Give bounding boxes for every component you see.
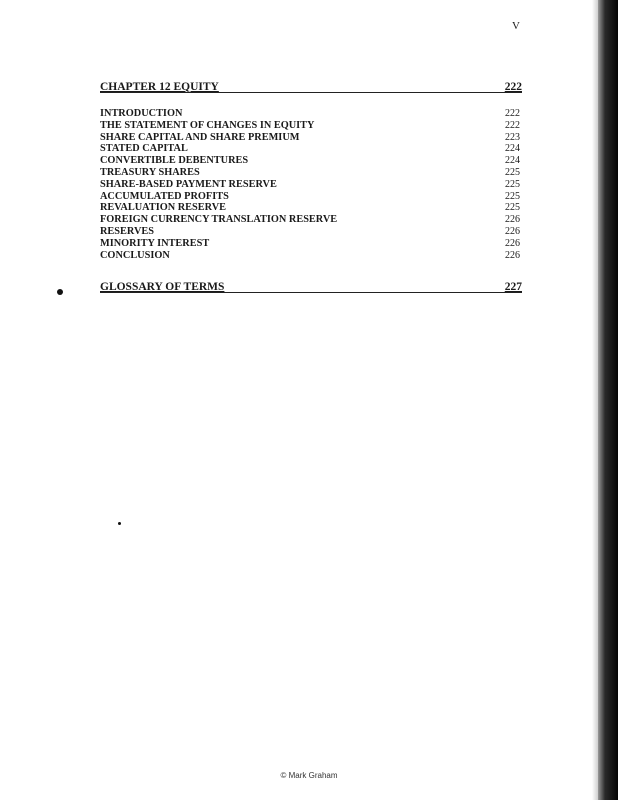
toc-entry-label: CONCLUSION (100, 249, 170, 261)
toc-entry-page: 224 (505, 143, 520, 155)
glossary-title: GLOSSARY OF TERMS (100, 281, 225, 293)
scan-speck (57, 289, 63, 295)
chapter-heading (100, 78, 522, 93)
toc-entry (100, 155, 522, 167)
copyright-footer: © Mark Graham (280, 771, 338, 780)
toc-entry (100, 108, 522, 120)
toc-entry-label: RESERVES (100, 225, 155, 237)
toc-entry (100, 143, 522, 155)
toc-entry-page: 226 (505, 237, 520, 249)
glossary-page: 227 (504, 281, 522, 293)
chapter-title: CHAPTER 12 EQUITY (100, 81, 219, 93)
toc-entry-label: ACCUMULATED PROFITS (100, 190, 229, 202)
page-number: V (512, 20, 521, 32)
toc-entry-page: 225 (505, 190, 520, 202)
toc-entry-page: 225 (505, 202, 520, 214)
toc-entry (100, 191, 522, 203)
toc-entry-label: SHARE CAPITAL AND SHARE PREMIUM (100, 131, 300, 143)
toc-entry-page: 225 (505, 166, 520, 178)
scan-edge-shadow (598, 0, 618, 800)
toc-entry-label: THE STATEMENT OF CHANGES IN EQUITY (100, 119, 315, 131)
toc-entry-page: 222 (505, 119, 520, 131)
toc-entry (100, 179, 522, 191)
toc-entry-label: FOREIGN CURRENCY TRANSLATION RESERVE (100, 214, 338, 226)
toc-list (100, 108, 522, 261)
glossary-heading (100, 278, 522, 293)
toc-entry-page: 226 (505, 249, 520, 261)
toc-entry (100, 132, 522, 144)
scan-speck (118, 522, 121, 525)
toc-entry-page: 226 (505, 225, 520, 237)
toc-entry (100, 250, 522, 262)
toc-entry-page: 222 (505, 108, 520, 119)
toc-entry-label: SHARE-BASED PAYMENT RESERVE (100, 178, 277, 190)
toc-entry (100, 167, 522, 179)
toc-entry (100, 214, 522, 226)
chapter-page: 222 (504, 81, 522, 93)
toc-entry (100, 202, 522, 214)
toc-entry-label: MINORITY INTEREST (100, 237, 210, 249)
toc-entry-page: 224 (505, 155, 520, 167)
toc-entry-page: 226 (505, 214, 520, 226)
toc-entry (100, 226, 522, 238)
toc-entry-page: 225 (505, 178, 520, 190)
toc-entry-label: REVALUATION RESERVE (100, 202, 226, 214)
toc-entry-label: CONVERTIBLE DEBENTURES (100, 155, 249, 167)
toc-entry-label: STATED CAPITAL (100, 143, 188, 155)
toc-entry (100, 120, 522, 132)
toc-entry-label: TREASURY SHARES (100, 166, 200, 178)
toc-entry-label: INTRODUCTION (100, 108, 183, 119)
toc-entry (100, 238, 522, 250)
toc-entry-page: 223 (505, 131, 520, 143)
